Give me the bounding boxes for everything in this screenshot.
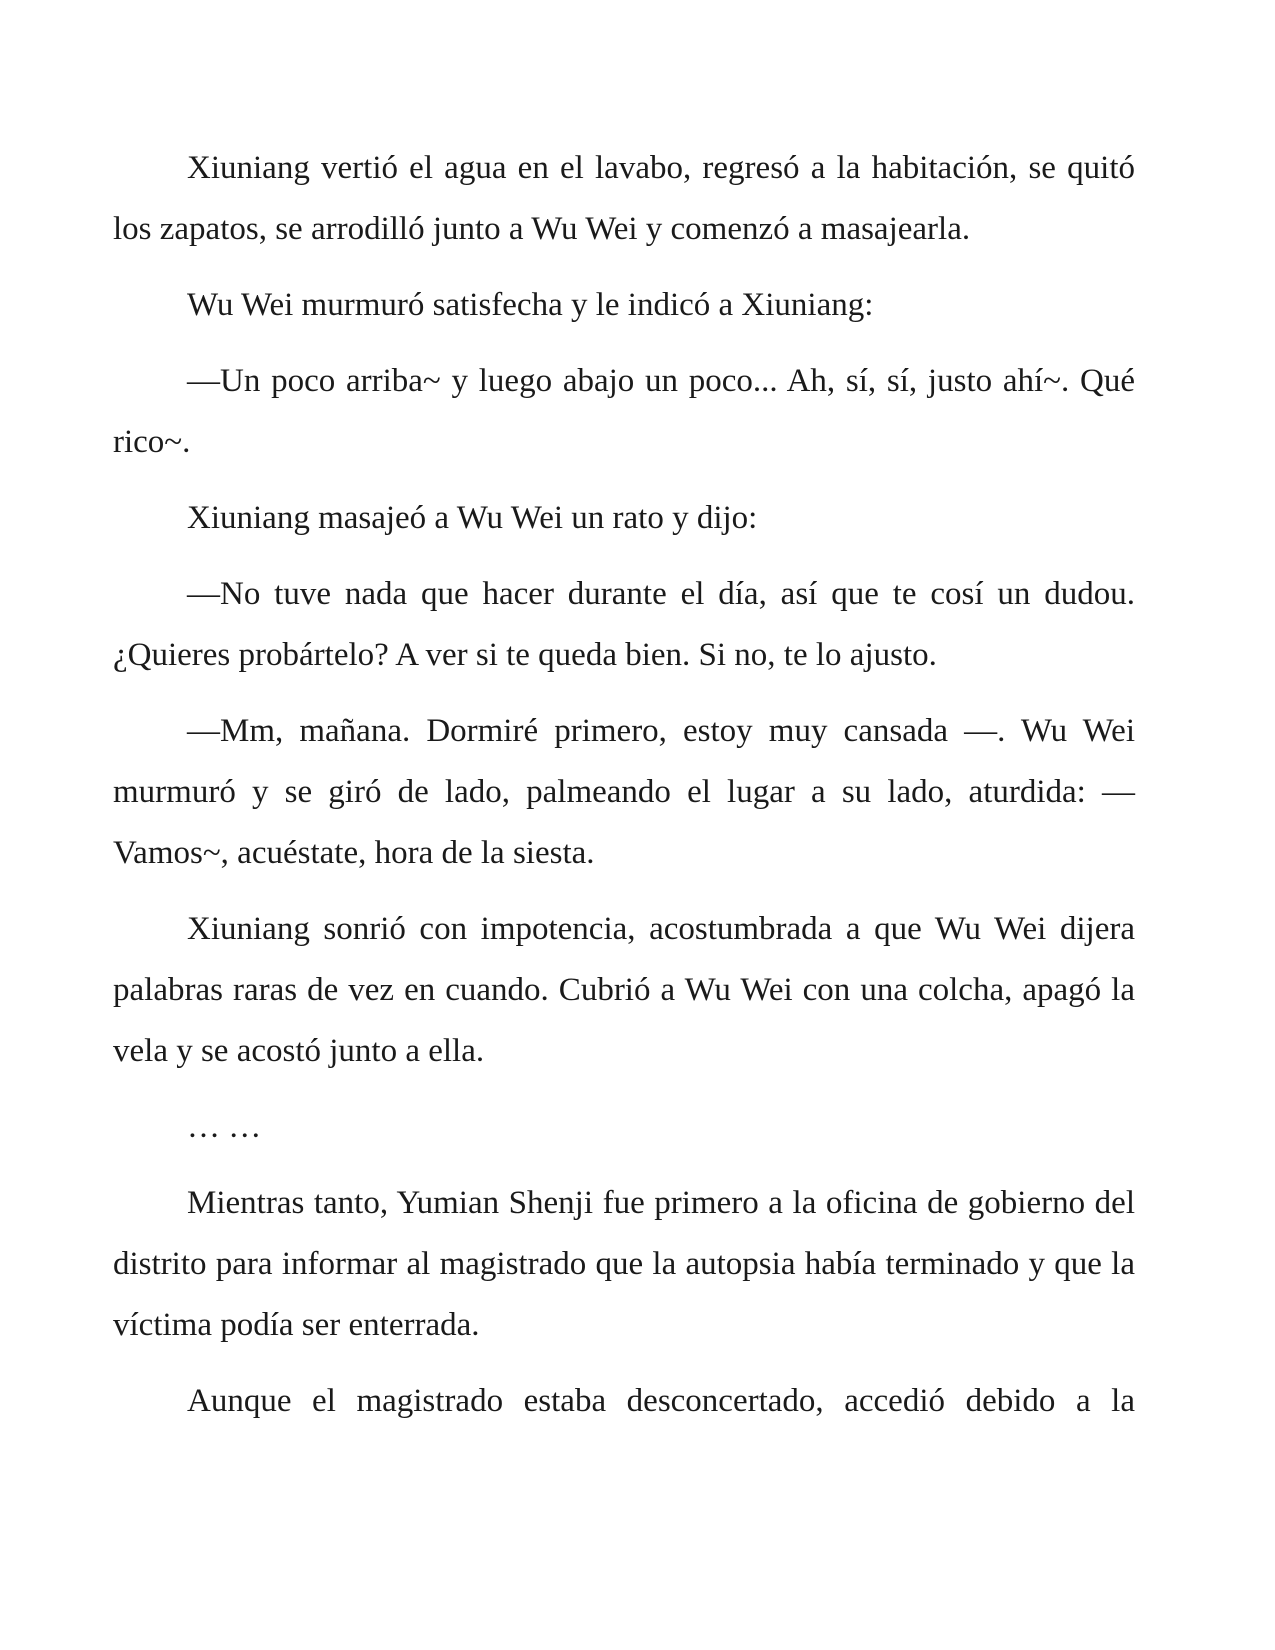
scene-break: … … [187, 1109, 262, 1145]
paragraph-3: —Un poco arriba~ y luego abajo un poco... Ah, sí, sí, justo ahí~. Qué rico~. [113, 363, 1135, 460]
paragraph-5: —No tuve nada que hacer durante el día, así que te cosí un dudou. ¿Quieres probártelo? A ver si te queda bien. Si no, te lo ajusto. [113, 576, 1135, 673]
paragraph-7: Xiuniang sonrió con impotencia, acostumbrada a que Wu Wei dijera palabras raras de vez en cuando. Cubrió a Wu Wei con una colcha, apagó la vela y se acostó junto a ella. [113, 911, 1135, 1069]
paragraph-4: Xiuniang masajeó a Wu Wei un rato y dijo: [187, 500, 758, 536]
paragraph-2: Wu Wei murmuró satisfecha y le indicó a Xiuniang: [187, 287, 874, 323]
paragraph-1: Xiuniang vertió el agua en el lavabo, regresó a la habitación, se quitó los zapatos, se arrodilló junto a Wu Wei y comenzó a masajearla. [113, 150, 1135, 247]
paragraph-8: Mientras tanto, Yumian Shenji fue primero a la oficina de gobierno del distrito para informar al magistrado que la autopsia había terminado y que la víctima podía ser enterrada. [113, 1185, 1135, 1343]
document-body [113, 138, 1135, 1447]
paragraph-9: Aunque el magistrado estaba desconcertado, accedió debido a la [187, 1383, 1135, 1419]
paragraph-6: —Mm, mañana. Dormiré primero, estoy muy cansada —. Wu Wei murmuró y se giró de lado, palmeando el lugar a su lado, aturdida: —Vamos~, acuéstate, hora de la siesta. [113, 713, 1135, 871]
